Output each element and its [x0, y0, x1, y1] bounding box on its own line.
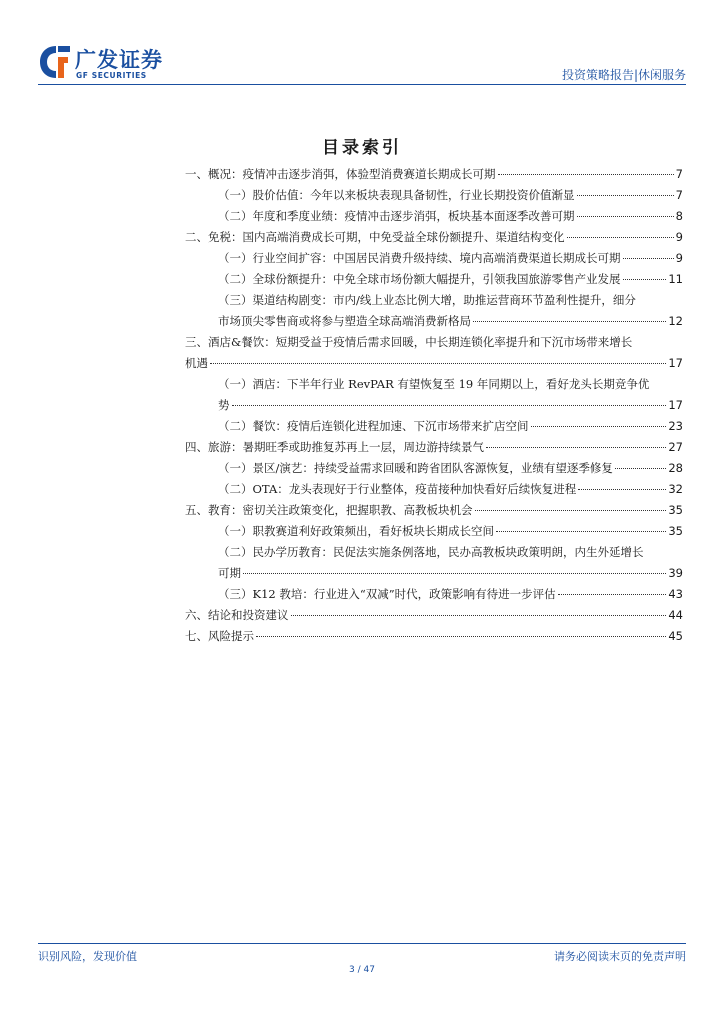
- toc-subsection-entry[interactable]: [185, 416, 683, 437]
- toc-entry-page: 7: [675, 188, 683, 202]
- toc-entry-text: （三）渠道结构剧变：市内/线上业态比例大增，助推运营商环节盈利性提升，细分: [218, 293, 636, 307]
- page-number: 3 / 47: [349, 965, 375, 975]
- toc-entry-page: 35: [668, 524, 683, 538]
- toc-dot-leader: [558, 593, 667, 595]
- toc-entry-text: 可期: [218, 566, 241, 580]
- table-of-contents: [185, 164, 683, 647]
- toc-entry-text: （二）OTA：龙头表现好于行业整体，疫苗接种加快看好后续恢复进程: [218, 482, 577, 496]
- toc-entry-text: （二）餐饮：疫情后连锁化进程加速、下沉市场带来扩店空间: [218, 419, 529, 433]
- toc-entry-text: 七、风险提示: [185, 629, 254, 643]
- toc-dot-leader: [577, 194, 674, 196]
- logo-english-name: GF SECURITIES: [76, 71, 147, 80]
- toc-dot-leader: [291, 614, 667, 616]
- toc-entry-page: 23: [668, 419, 683, 433]
- toc-dot-leader: [243, 572, 666, 574]
- toc-dot-leader: [623, 257, 674, 259]
- toc-entry-text: 三、酒店&餐饮：短期受益于疫情后需求回暖，中长期连锁化率提升和下沉市场带来增长: [185, 335, 633, 349]
- toc-entry-page: 8: [675, 209, 683, 223]
- toc-entry-text: 机遇: [185, 356, 208, 370]
- toc-subsection-entry[interactable]: [185, 185, 683, 206]
- toc-entry-page: 11: [668, 272, 683, 286]
- toc-entry-page: 9: [675, 251, 683, 265]
- toc-section-entry[interactable]: [185, 605, 683, 626]
- toc-section-entry[interactable]: [185, 332, 683, 374]
- toc-dot-leader: [475, 509, 667, 511]
- toc-entry-line: [218, 395, 683, 416]
- toc-entry-line: [218, 521, 683, 542]
- toc-subsection-entry[interactable]: [185, 290, 683, 332]
- toc-subsection-entry[interactable]: [185, 542, 683, 584]
- toc-entry-line: [218, 458, 683, 479]
- toc-entry-page: 7: [675, 167, 683, 181]
- toc-dot-leader: [473, 320, 666, 322]
- toc-entry-line: [218, 185, 683, 206]
- toc-subsection-entry[interactable]: [185, 269, 683, 290]
- toc-entry-page: 39: [668, 566, 683, 580]
- toc-entry-line: [185, 626, 683, 647]
- toc-entry-text: 四、旅游：暑期旺季或助推复苏再上一层，周边游持续景气: [185, 440, 484, 454]
- toc-entry-page: 27: [668, 440, 683, 454]
- toc-dot-leader: [615, 467, 666, 469]
- toc-entry-text: 五、教育：密切关注政策变化，把握职教、高教板块机会: [185, 503, 473, 517]
- toc-entry-line: [218, 479, 683, 500]
- toc-entry-page: 35: [668, 503, 683, 517]
- toc-entry-line: [185, 437, 683, 458]
- toc-entry-page: 43: [668, 587, 683, 601]
- toc-entry-text: 市场顶尖零售商或将参与塑造全球高端消费新格局: [218, 314, 471, 328]
- toc-subsection-entry[interactable]: [185, 374, 683, 416]
- toc-dot-leader: [496, 530, 666, 532]
- toc-entry-line: [218, 206, 683, 227]
- toc-dot-leader: [210, 362, 666, 364]
- footer-divider: [38, 943, 686, 944]
- toc-dot-leader: [578, 488, 666, 490]
- toc-entry-page: 12: [668, 314, 683, 328]
- toc-entry-text: （二）年度和季度业绩：疫情冲击逐步消弭，板块基本面逐季改善可期: [218, 209, 575, 223]
- toc-subsection-entry[interactable]: [185, 248, 683, 269]
- toc-subsection-entry[interactable]: [185, 206, 683, 227]
- toc-subsection-entry[interactable]: [185, 458, 683, 479]
- toc-entry-page: 44: [668, 608, 683, 622]
- toc-entry-line: [218, 584, 683, 605]
- toc-entry-line: [218, 269, 683, 290]
- toc-entry-text: （一）股价估值：今年以来板块表现具备韧性，行业长期投资价值渐显: [218, 188, 575, 202]
- toc-entry-line: [218, 416, 683, 437]
- toc-entry-text: （一）行业空间扩容：中国居民消费升级持续、境内高端消费渠道长期成长可期: [218, 251, 621, 265]
- toc-entry-text: （一）景区/演艺：持续受益需求回暖和跨省团队客源恢复，业绩有望逐季修复: [218, 461, 613, 475]
- toc-dot-leader: [256, 635, 666, 637]
- toc-entry-page: 32: [668, 482, 683, 496]
- toc-entry-text: （三）K12 教培：行业进入“双减”时代，政策影响有待进一步评估: [218, 587, 556, 601]
- toc-section-entry[interactable]: [185, 626, 683, 647]
- toc-entry-text: （一）职教赛道利好政策频出，看好板块长期成长空间: [218, 524, 494, 538]
- toc-entry-text: 一、概况：疫情冲击逐步消弭，体验型消费赛道长期成长可期: [185, 167, 496, 181]
- toc-entry-page: 45: [668, 629, 683, 643]
- toc-entry-text: 势: [218, 398, 230, 412]
- toc-entry-text: 二、免税：国内高端消费成长可期，中免受益全球份额提升、渠道结构变化: [185, 230, 565, 244]
- footer-slogan: 识别风险，发现价值: [38, 950, 137, 963]
- toc-dot-leader: [531, 425, 667, 427]
- toc-entry-page: 17: [668, 356, 683, 370]
- toc-dot-leader: [577, 215, 674, 217]
- toc-subsection-entry[interactable]: [185, 521, 683, 542]
- toc-title: 目录索引: [322, 138, 402, 158]
- toc-entry-text: （一）酒店：下半年行业 RevPAR 有望恢复至 19 年同期以上，看好龙头长期竞争优: [218, 377, 650, 391]
- toc-entry-text: 六、结论和投资建议: [185, 608, 289, 622]
- toc-entry-text: （二）全球份额提升：中免全球市场份额大幅提升，引领我国旅游零售产业发展: [218, 272, 621, 286]
- toc-entry-page: 28: [668, 461, 683, 475]
- toc-section-entry[interactable]: [185, 227, 683, 248]
- toc-entry-line: [218, 248, 683, 269]
- toc-section-entry[interactable]: [185, 437, 683, 458]
- toc-entry-line: [185, 353, 683, 374]
- gf-logo-icon: [38, 44, 72, 80]
- toc-dot-leader: [567, 236, 674, 238]
- toc-dot-leader: [486, 446, 666, 448]
- footer-disclaimer: 请务必阅读末页的免责声明: [554, 950, 686, 963]
- toc-entry-line: [185, 500, 683, 521]
- toc-entry-line: [218, 311, 683, 332]
- header-divider: [38, 84, 686, 85]
- toc-entry-page: 9: [675, 230, 683, 244]
- report-type: 投资策略报告|休闲服务: [561, 68, 686, 82]
- toc-section-entry[interactable]: [185, 500, 683, 521]
- logo-chinese-name: 广发证券: [75, 48, 163, 72]
- toc-entry-text: （二）民办学历教育：民促法实施条例落地，民办高教板块政策明朗，内生外延增长: [218, 545, 644, 559]
- toc-entry-line: [185, 605, 683, 626]
- toc-entry-page: 17: [668, 398, 683, 412]
- toc-subsection-entry[interactable]: [185, 479, 683, 500]
- toc-entry-line: [218, 563, 683, 584]
- toc-dot-leader: [498, 173, 674, 175]
- toc-dot-leader: [623, 278, 667, 280]
- toc-entry-line: [185, 164, 683, 185]
- toc-entry-line: [185, 227, 683, 248]
- toc-subsection-entry[interactable]: [185, 584, 683, 605]
- toc-section-entry[interactable]: [185, 164, 683, 185]
- toc-dot-leader: [232, 404, 667, 406]
